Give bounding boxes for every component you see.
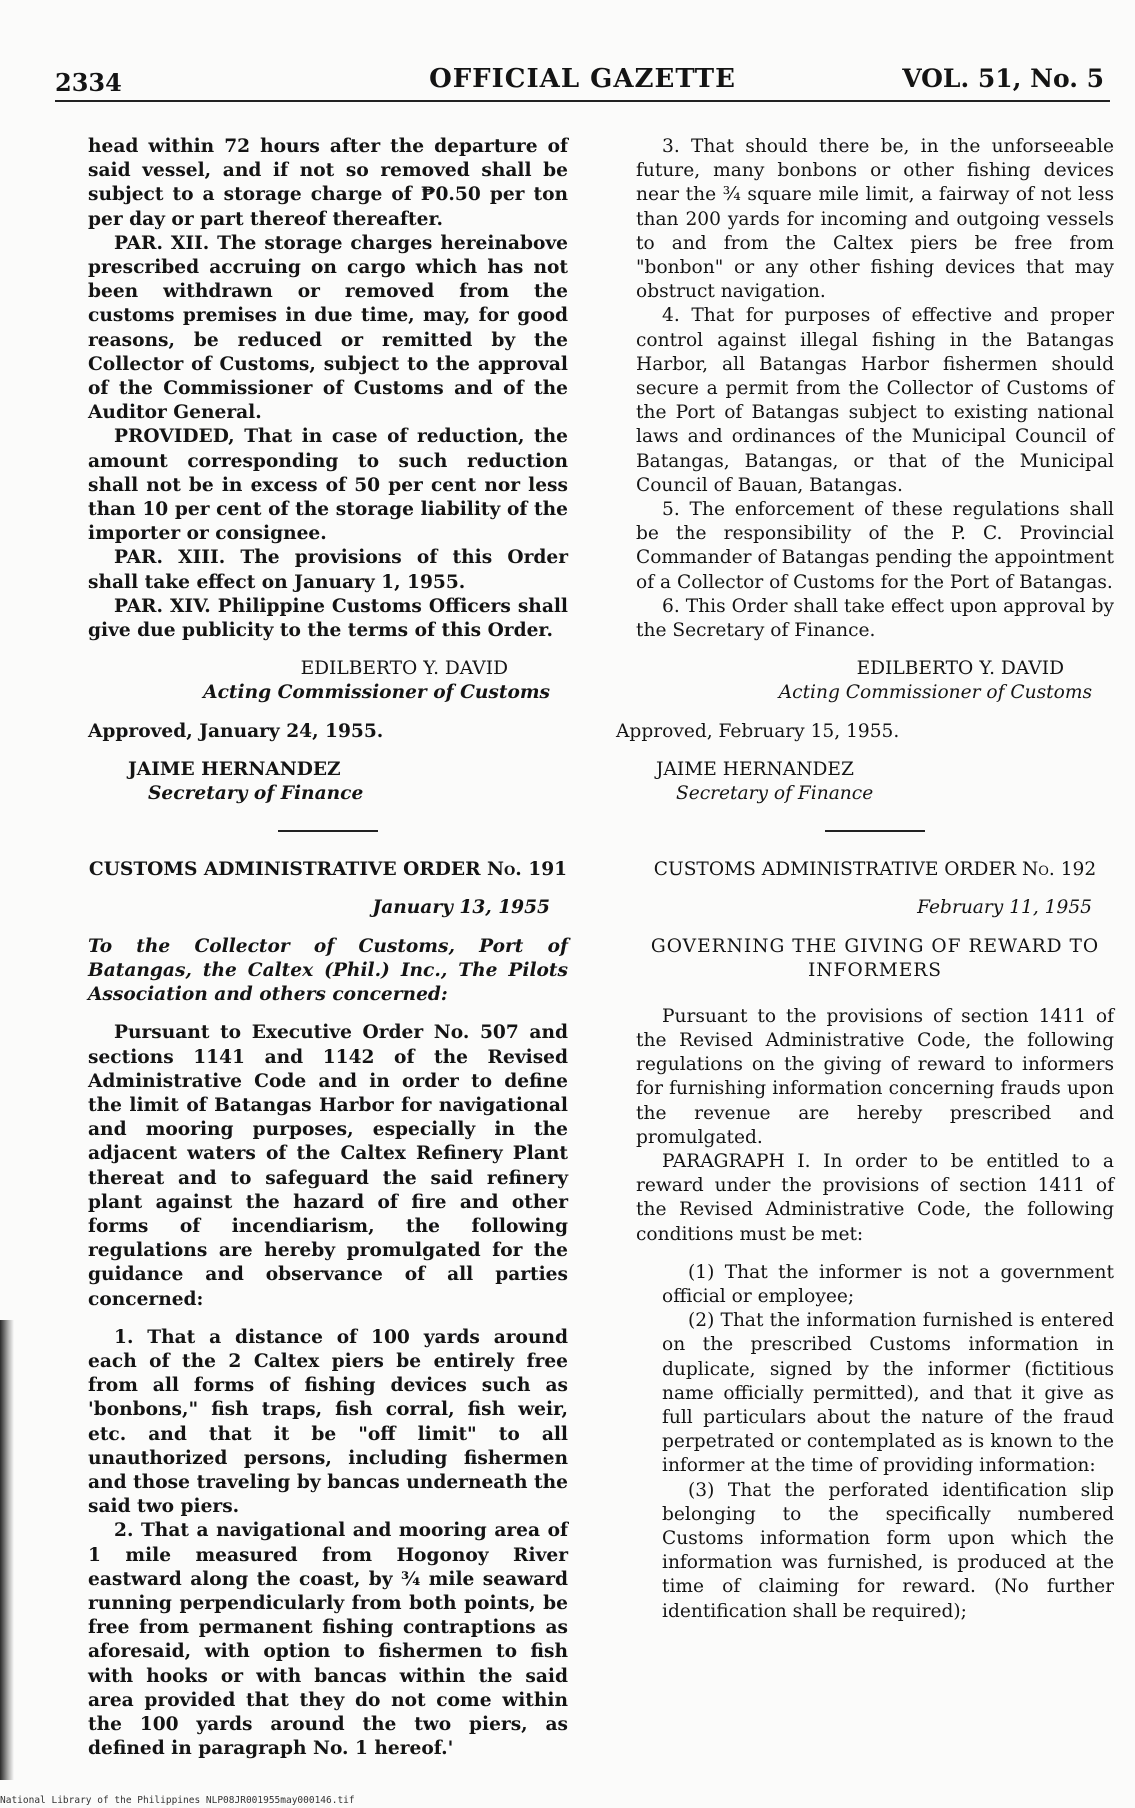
approver-name: JAIME HERNANDEZ bbox=[128, 758, 341, 780]
approver-title: Secretary of Finance bbox=[676, 783, 874, 805]
preamble-paragraph: Pursuant to Executive Order No. 507 and sections 1141 and 1142 of the Revised Administrative Code and in order to define the limit of Batangas Harbor for navigational and mooring purposes, especially in the adjacent waters of the Caltex Refinery Plant thereat and to safeguard the said refinery plant against the hazard of fire and other forms of incendiarism, the following regulations are hereby promulgated for the guidance and observance of all parties concerned: bbox=[88, 1022, 568, 1310]
scan-footer: National Library of the Philippines NLP08JR001955may000146.tif bbox=[0, 1795, 355, 1806]
regulation-item-1: 1. That a distance of 100 yards around each of the 2 Caltex piers be entirely free from all forms of fishing devices such as 'bonbons," fish traps, fish corral, fish weir, etc. and that it be "off limit" to all unauthorized persons, including fishermen and those traveling by bancas underneath the said two piers. bbox=[88, 1326, 568, 1518]
paragraph-par-xii: PAR. XII. The storage charges hereinabove prescribed accruing on cargo which has not been withdrawn or removed from the customs premises in due time, may, for good reasons, be reduced or remitted by the Collector of Customs, subject to the approval of the Commissioner of Customs and of the Auditor General. bbox=[88, 232, 568, 424]
signatory-title: Acting Commissioner of Customs bbox=[778, 682, 1092, 704]
regulation-item-6: 6. This Order shall take effect upon approval by the Secretary of Finance. bbox=[636, 595, 1114, 642]
paragraph: head within 72 hours after the departure of said vessel, and if not so removed shall be subject to a storage charge of ₱0.50 per ton per day or part thereof thereafter. bbox=[88, 136, 568, 230]
approver-name: JAIME HERNANDEZ bbox=[656, 758, 854, 780]
regulation-item-2: 2. That a navigational and mooring area of 1 mile measured from Hogonoy River eastward along the coast, by ¾ mile seaward running perpendicularly from both points, be free from permanent fishing contraptions as aforesaid, with option to fishermen to fish with hooks or with bancas within the said area provided that they do not come within the 100 yards around the two piers, as defined in paragraph No. 1 hereof.' bbox=[88, 1520, 568, 1760]
signatory-name: EDILBERTO Y. DAVID bbox=[856, 658, 1064, 680]
paragraph-par-xiii: PAR. XIII. The provisions of this Order shall take effect on January 1, 1955. bbox=[88, 547, 568, 593]
regulation-item-4: 4. That for purposes of effective and proper control against illegal fishing in the Batangas Harbor, all Batangas Harbor fishermen should secure a permit from the Collector of Customs of the Port of Batangas subject to existing national laws and ordinances of the Municipal Council of Batangas, Batangas, or that of the Municipal Council of Bauan, Batangas. bbox=[636, 305, 1114, 496]
left-column bbox=[88, 135, 568, 1761]
approval-date: Approved, January 24, 1955. bbox=[88, 720, 384, 742]
volume-number: VOL. 51, No. 5 bbox=[902, 64, 1104, 93]
order-date: February 11, 1955 bbox=[917, 897, 1092, 919]
paragraph: Pursuant to the provisions of section 1411 of the Revised Administrative Code, the following regulations on the giving of reward to informers for furnishing information concerning frauds upon the revenue are hereby prescribed and promulgated. bbox=[636, 1005, 1114, 1148]
right-column bbox=[616, 135, 1114, 1624]
paragraph-proviso: PROVIDED, That in case of reduction, the amount corresponding to such reduction shall not be in excess of 50 per cent nor less than 10 per cent of the storage liability of the importer or consignee. bbox=[88, 426, 568, 545]
page-header bbox=[55, 62, 1110, 102]
signatory-name: EDILBERTO Y. DAVID bbox=[300, 658, 508, 680]
scan-edge-shadow bbox=[0, 1320, 14, 1780]
condition-1: (1) That the informer is not a government official or employee; bbox=[662, 1261, 1114, 1307]
order-heading: GOVERNING THE GIVING OF REWARD TO INFORMERS bbox=[650, 935, 1100, 981]
regulation-item-3: 3. That should there be, in the unforseeable future, many bonbons or other fishing devices near the ¾ square mile limit, a fairway of not less than 200 yards for incoming and outgoing vessels to and from the Caltex piers be free from "bonbon" or any other fishing devices that may obstruct navigation. bbox=[636, 136, 1114, 303]
publication-title: OFFICIAL GAZETTE bbox=[429, 64, 736, 94]
approval-date: Approved, February 15, 1955. bbox=[616, 720, 900, 742]
condition-2: (2) That the information furnished is entered on the prescribed Customs information in duplicate, signed by the informer (fictitious name officially permitted), and that it give as full particulars about the nature of the fraud perpetrated or contemplated as is known to the informer at the time of providing information: bbox=[662, 1310, 1114, 1477]
approver-title: Secretary of Finance bbox=[148, 783, 364, 805]
section-divider bbox=[825, 830, 925, 832]
paragraph-par-xiv: PAR. XIV. Philippine Customs Officers shall give due publicity to the terms of this Order. bbox=[88, 595, 568, 642]
addressee: To the Collector of Customs, Port of Batangas, the Caltex (Phil.) Inc., The Pilots Association and others concerned: bbox=[88, 935, 568, 1006]
page-number: 2334 bbox=[55, 68, 122, 97]
regulation-item-5: 5. The enforcement of these regulations shall be the responsibility of the P. C. Provincial Commander of Batangas pending the appointment of a Collector of Customs for the Port of Batangas. bbox=[636, 499, 1114, 593]
condition-3: (3) That the perforated identification slip belonging to the specifically numbered Customs information form upon which the information was furnished, is produced at the time of claiming for reward. (No further identification shall be required); bbox=[662, 1479, 1114, 1622]
order-title: CUSTOMS ADMINISTRATIVE ORDER No. 192 bbox=[653, 859, 1097, 881]
section-divider bbox=[278, 830, 378, 832]
paragraph-i: PARAGRAPH I. In order to be entitled to a reward under the provisions of section 1411 of the Revised Administrative Code, the following conditions must be met: bbox=[636, 1150, 1114, 1245]
order-title: CUSTOMS ADMINISTRATIVE ORDER No. 191 bbox=[88, 859, 568, 881]
signatory-title: Acting Commissioner of Customs bbox=[203, 682, 550, 704]
order-date: January 13, 1955 bbox=[372, 897, 550, 919]
